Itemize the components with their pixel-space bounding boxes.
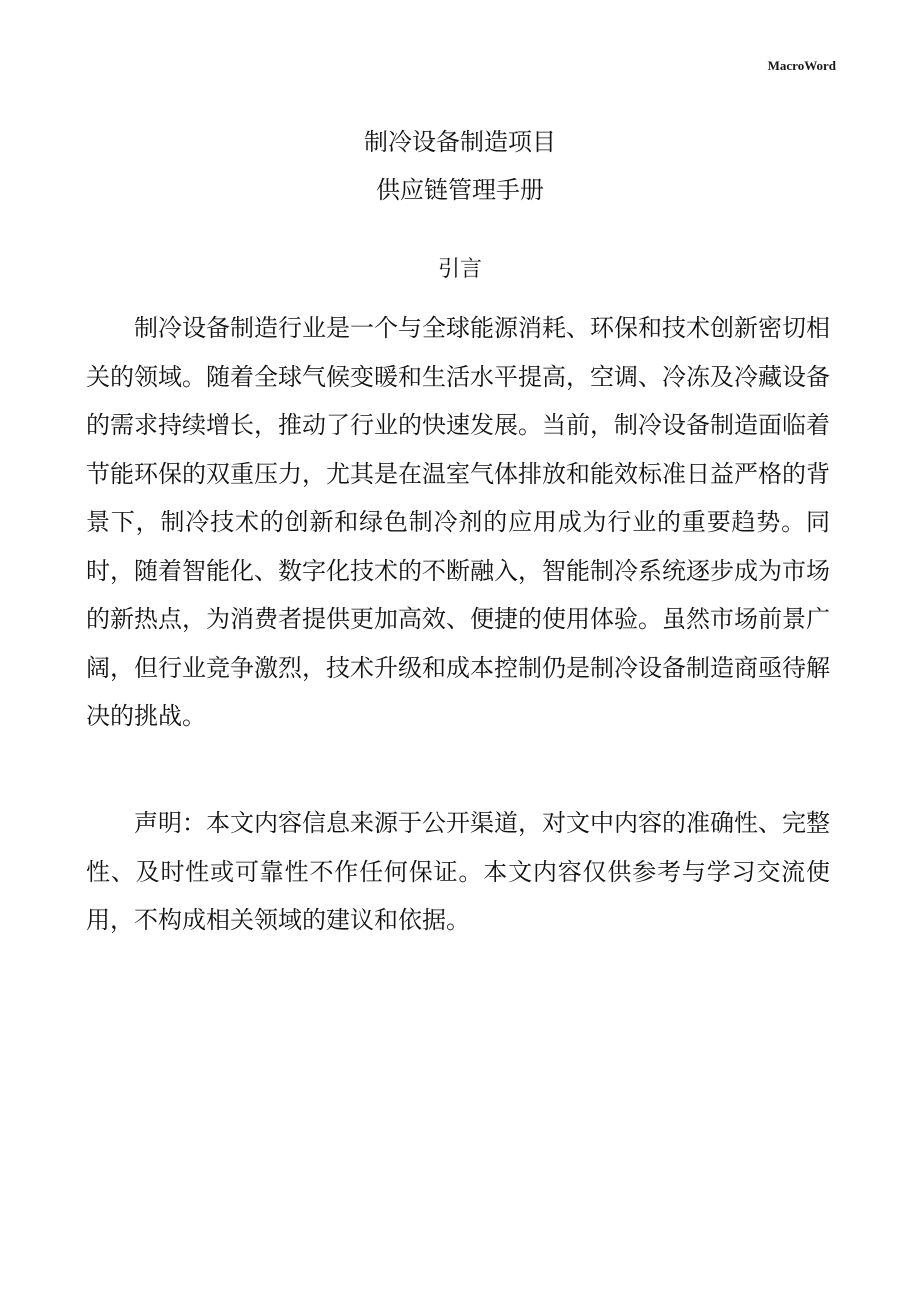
- section-heading: 引言: [437, 257, 482, 282]
- title-line-1: 制冷设备制造项目: [364, 128, 556, 156]
- title-line-2: 供应链管理手册: [376, 176, 544, 204]
- disclaimer-paragraph: 声明：本文内容信息来源于公开渠道，对文中内容的准确性、完整性、及时性或可靠性不作任何保证。本文内容仅供参考与学习交流使用，不构成相关领域的建议和依据。: [86, 809, 830, 934]
- intro-paragraph: 制冷设备制造行业是一个与全球能源消耗、环保和技术创新密切相关的领域。随着全球气候变暖和生活水平提高，空调、冷冻及冷藏设备的需求持续增长，推动了行业的快速发展。当前，制冷设备制造面临着节能环保的双重压力，尤其是在温室气体排放和能效标准日益严格的背景下，制冷技术的创新和绿色制冷剂的应用成为行业的重要趋势。同时，随着智能化、数字化技术的不断融入，智能制冷系统逐步成为市场的新热点，为消费者提供更加高效、便捷的使用体验。虽然市场前景广阔，但行业竞争激烈，技术升级和成本控制仍是制冷设备制造商亟待解决的挑战。: [86, 314, 830, 730]
- document-title: [0, 118, 920, 214]
- header-brand: MacroWord: [767, 58, 836, 73]
